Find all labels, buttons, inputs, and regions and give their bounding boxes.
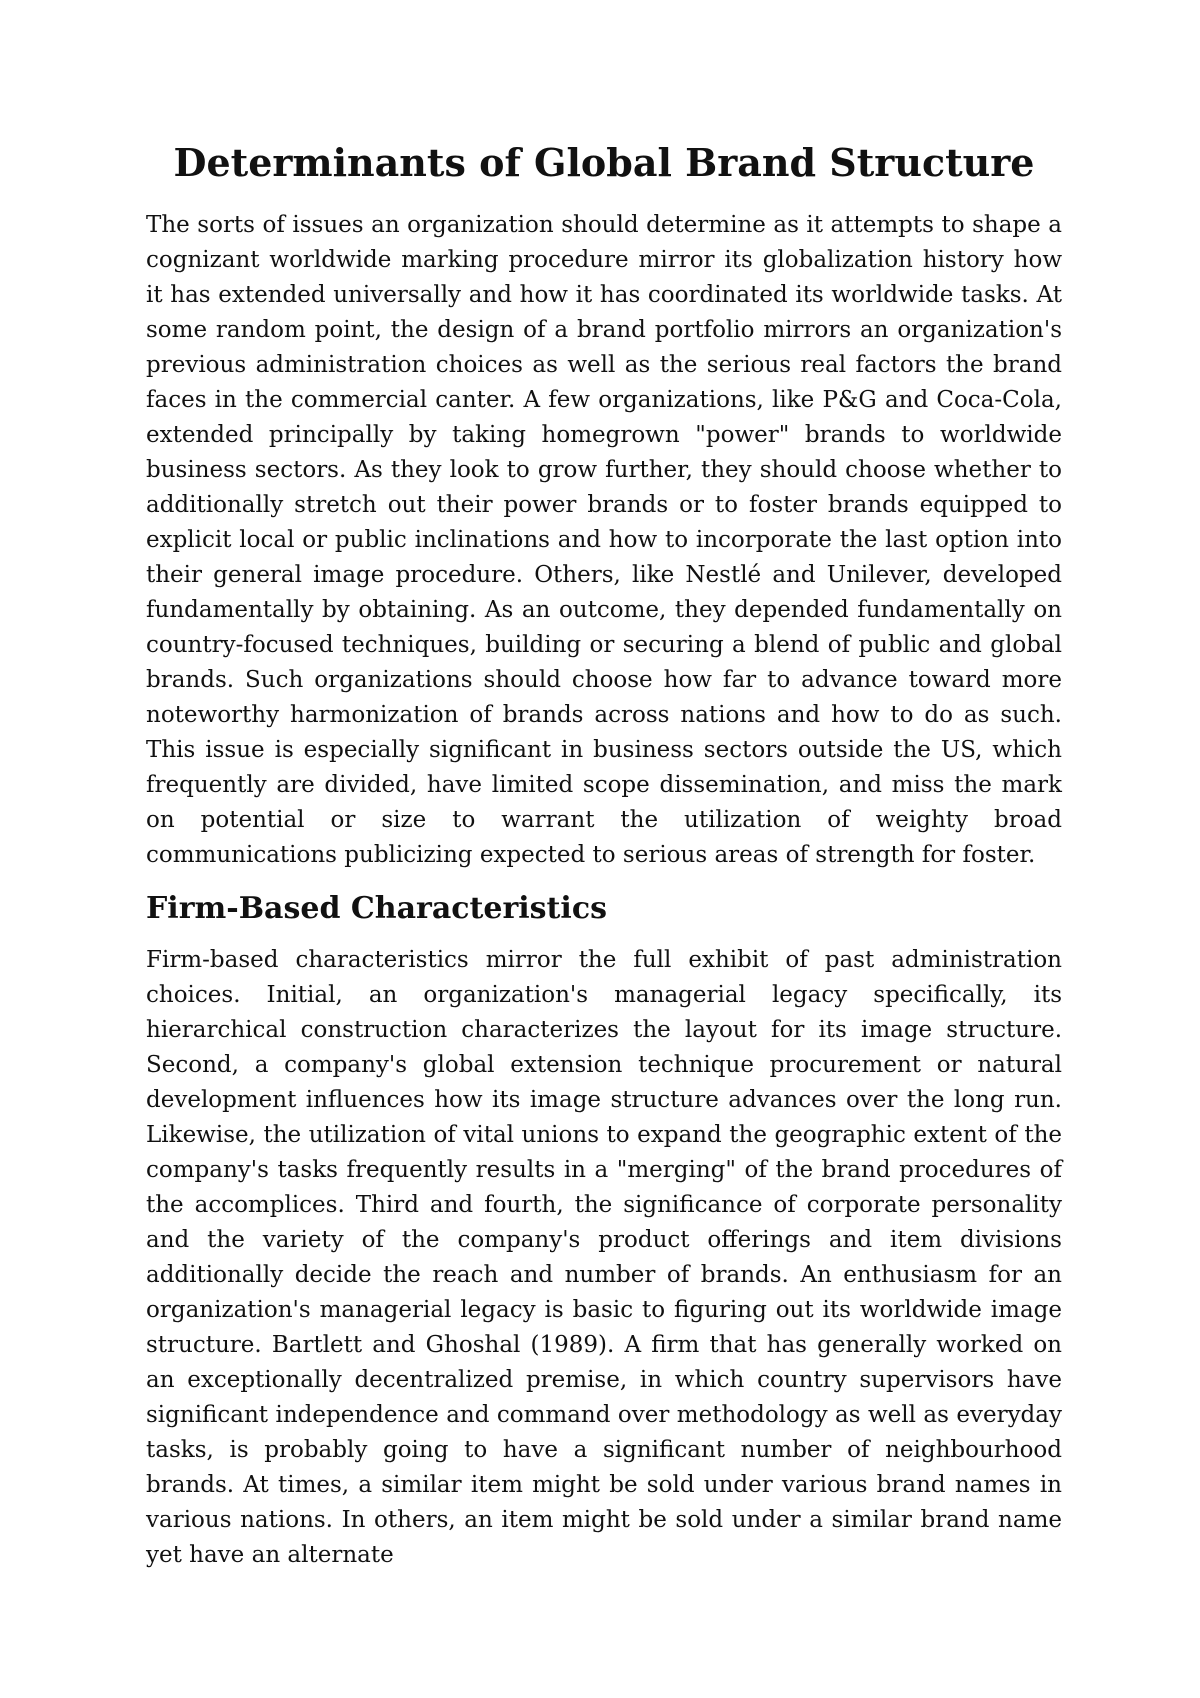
firm-based-paragraph: Firm-based characteristics mirror the full exhibit of past administration choices. Initial, an organization's managerial legacy specifically, its hierarchical construction characterizes the layout for its image structure. Second, a company's global extension technique procurement or natural development influences how its image structure advances over the long run. Likewise, the utilization of vital unions to expand the geographic extent of the company's tasks frequently results in a "merging" of the brand procedures of the accomplices. Third and fourth, the significance of corporate personality and the variety of the company's product offerings and item divisions additionally decide the reach and number of brands. An enthusiasm for an organization's managerial legacy is basic to figuring out its worldwide image structure. Bartlett and Ghoshal (1989). A firm that has generally worked on an exceptionally decentralized premise, in which country supervisors have significant independence and command over methodology as well as everyday tasks, is probably going to have a significant number of neighbourhood brands. At times, a similar item might be sold under various brand names in various nations. In others, an item might be sold under a similar brand name yet have an alternate — [146, 946, 1062, 1568]
section-heading: Firm-Based Characteristics — [146, 890, 607, 926]
document-title: Determinants of Global Brand Structure — [173, 140, 1035, 185]
intro-paragraph: The sorts of issues an organization should determine as it attempts to shape a cognizant worldwide marking procedure mirror its globalization history how it has extended universally and how it has coordinated its worldwide tasks. At some random point, the design of a brand portfolio mirrors an organization's previous administration choices as well as the serious real factors the brand faces in the commercial canter. A few organizations, like P&G and Coca-Cola, extended principally by taking homegrown "power" brands to worldwide business sectors. As they look to grow further, they should choose whether to additionally stretch out their power brands or to foster brands equipped to explicit local or public inclinations and how to incorporate the last option into their general image procedure. Others, like Nestlé and Unilever, developed fundamentally by obtaining. As an outcome, they depended fundamentally on country-focused techniques, building or securing a blend of public and global brands. Such organizations should choose how far to advance toward more noteworthy harmonization of brands across nations and how to do as such. This issue is especially significant in business sectors outside the US, which frequently are divided, have limited scope dissemination, and miss the mark on potential or size to warrant the utilization of weighty broad communications publicizing expected to serious areas of strength for foster. — [146, 211, 1062, 868]
document-body — [146, 140, 1062, 1573]
